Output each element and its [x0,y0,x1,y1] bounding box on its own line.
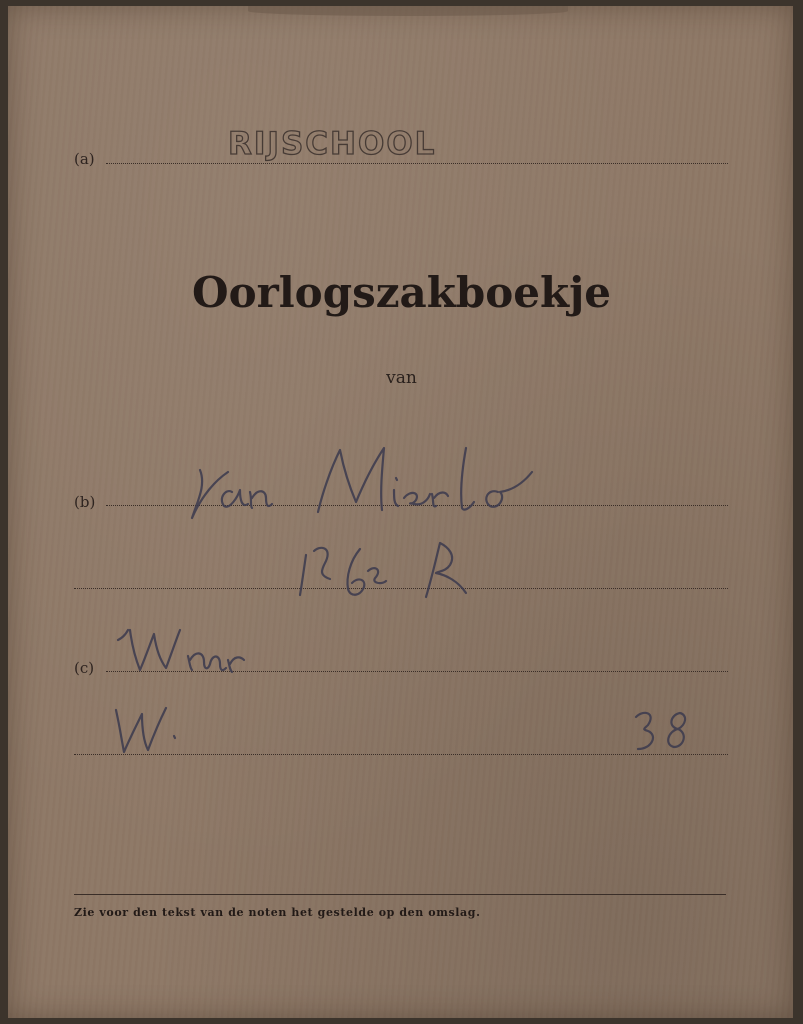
page-title: Oorlogszakboekje [192,268,611,317]
subtitle-van: van [386,368,417,388]
footnote-rule [74,894,726,895]
handwritten-name-ink [180,440,560,530]
handwritten-c2b-ink [628,705,698,755]
rijschool-stamp: RIJSCHOOL [228,126,437,162]
handwritten-unit-ink [290,535,490,605]
cover-wear-mark [248,6,568,16]
handwritten-c2a-ink [108,700,198,760]
field-label-b: (b) [74,493,96,511]
handwritten-c2b [0,0,1,1]
handwritten-c1-ink [110,620,250,680]
field-label-c: (c) [74,659,95,677]
field-label-a: (a) [74,150,95,168]
field-line-a [106,163,728,164]
footnote-text: Zie voor den tekst van de noten het gestelde op den omslag. [74,906,481,919]
